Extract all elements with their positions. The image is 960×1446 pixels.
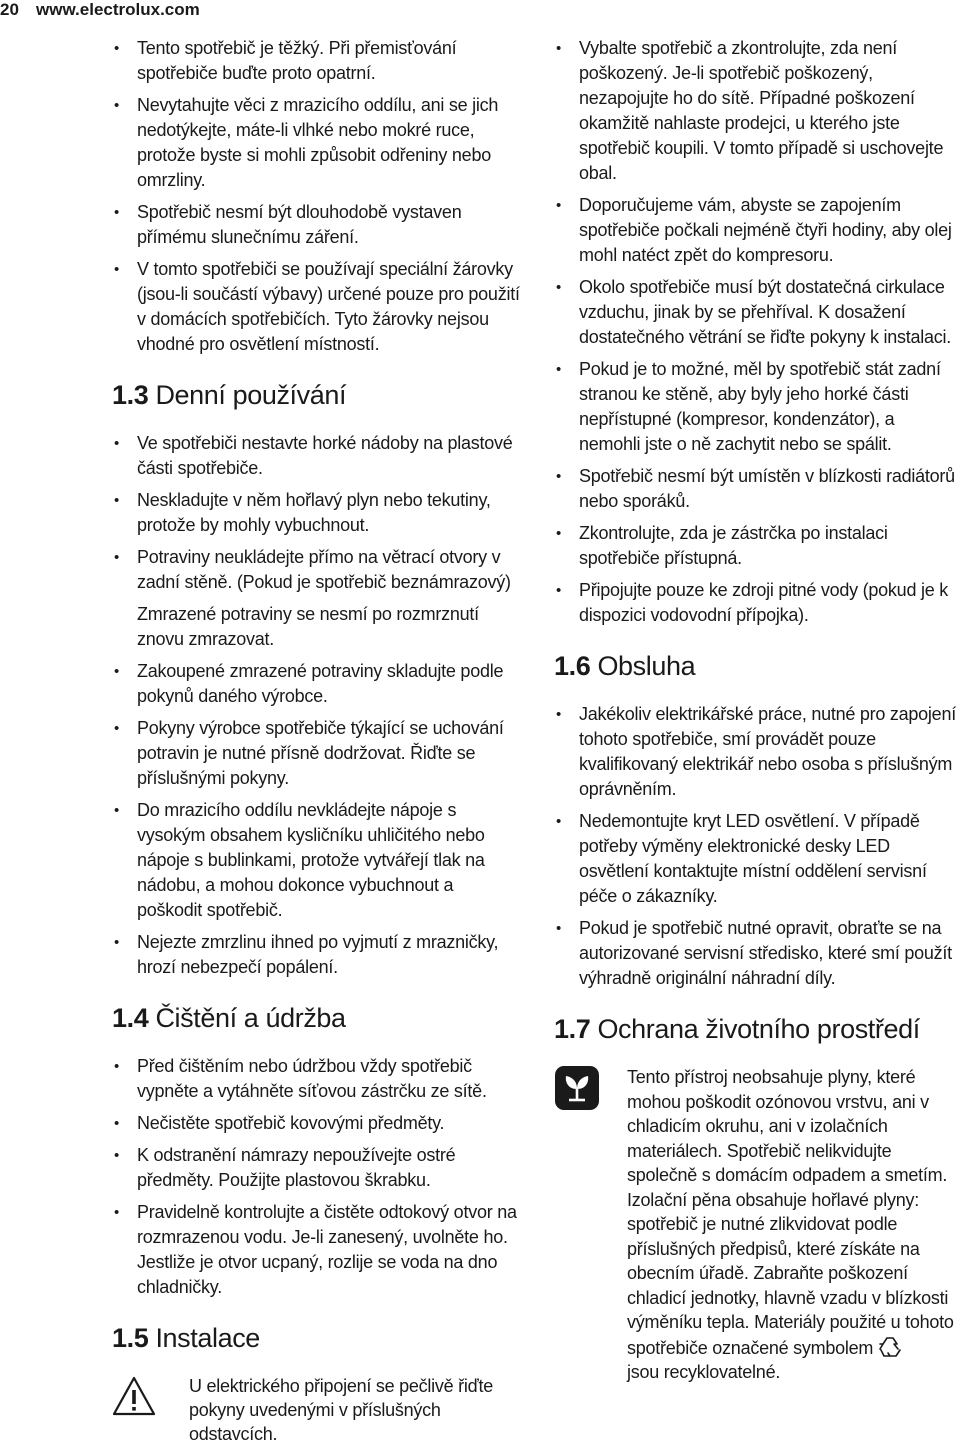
list-item: • Připojujte pouze ke zdroji pitné vody (pokud je k dispozici vodovodní přípojka). xyxy=(554,578,956,628)
list-item: • Doporučujeme vám, abyste se zapojením spotřebiče počkali nejméně čtyři hodiny, aby olej mohl natéct zpět do kompresoru. xyxy=(554,193,956,268)
section-heading-1-6 xyxy=(554,650,956,682)
recycle-icon xyxy=(877,1335,903,1359)
section-title: Ochrana životního prostředí xyxy=(597,1014,920,1044)
list-item: • Nedemontujte kryt LED osvětlení. V případě potřeby výměny elektronické desky LED osvětlení kontaktujte místní oddělení servisní péče o zákazníky. xyxy=(554,809,956,909)
section-number: 1.4 xyxy=(112,1003,149,1033)
list-item: • Neskladujte v něm hořlavý plyn nebo tekutiny, protože by mohly vybuchnout. xyxy=(112,488,522,538)
list-item: • Vybalte spotřebič a zkontrolujte, zda není poškozený. Je-li spotřebič poškozený, nezapojujte ho do sítě. Případné poškození okamžitě nahlaste prodejci, u kterého jste spotřebič koupili. V tomto případě si uschovejte obal. xyxy=(554,36,956,186)
section-number: 1.7 xyxy=(554,1014,591,1044)
list-item: Zmrazené potraviny se nesmí po rozmrznutí znovu zmrazovat. xyxy=(137,604,479,649)
section-title: Čištění a údržba xyxy=(155,1003,346,1033)
section-title: Denní používání xyxy=(155,380,347,410)
list-item: • Zakoupené zmrazené potraviny skladujte podle pokynů daného výrobce. xyxy=(112,659,522,709)
section-heading-1-7 xyxy=(554,1013,956,1045)
intro-list xyxy=(112,36,522,357)
page-number: 20 xyxy=(0,0,19,19)
list-item: • K odstranění námrazy nepoužívejte ostré předměty. Použijte plastovou škrabku. xyxy=(112,1143,522,1193)
section-heading-1-4 xyxy=(112,1002,522,1034)
section-title: Instalace xyxy=(155,1323,260,1353)
section-heading-1-5 xyxy=(112,1322,522,1354)
warning-note xyxy=(112,1374,522,1446)
website-url: www.electrolux.com xyxy=(36,0,200,19)
warning-icon xyxy=(112,1376,156,1416)
environment-icon xyxy=(554,1065,600,1111)
list-item: • Před čištěním nebo údržbou vždy spotřebič vypněte a vytáhněte síťovou zástrčku ze sítě. xyxy=(112,1054,522,1104)
cleaning-list xyxy=(112,1054,522,1300)
list-item: • Spotřebič nesmí být umístěn v blízkosti radiátorů nebo sporáků. xyxy=(554,464,956,514)
daily-use-list xyxy=(112,431,522,980)
list-item: • Okolo spotřebiče musí být dostatečná cirkulace vzduchu, jinak by se přehříval. K dosažení dostatečného větrání se řiďte pokyny k instalaci. xyxy=(554,275,956,350)
section-number: 1.6 xyxy=(554,651,591,681)
list-item: • Pravidelně kontrolujte a čistěte odtokový otvor na rozmrazenou vodu. Je-li zanesený, uvolněte ho. Jestliže je otvor ucpaný, rozlije se voda na dno chladničky. xyxy=(112,1200,522,1300)
list-item: • Pokud je to možné, měl by spotřebič stát zadní stranou ke stěně, aby byly jeho horké části nepřístupné (kompresor, kondenzátor), a nemohli jste o ně zachytit nebo se spálit. xyxy=(554,357,956,457)
operation-list xyxy=(554,702,956,991)
list-item: • Nejezte zmrzlinu ihned po vyjmutí z mrazničky, hrozí nebezpečí popálení. xyxy=(112,930,522,980)
section-number: 1.3 xyxy=(112,380,149,410)
environment-text xyxy=(627,1065,956,1385)
list-item: • Pokyny výrobce spotřebiče týkající se uchování potravin je nutné přísně dodržovat. Řiďte se příslušnými pokyny. xyxy=(112,716,522,791)
environment-text-main: Tento přístroj neobsahuje plyny, které mohou poškodit ozónovou vrstvu, ani v chladicím okruhu, ani v izolačních materiálech. Spotřebič nelikvidujte společně s domácím odpadem a smetím. Izolační pěna obsahuje hořlavé plyny: spotřebič je nutné zlikvidovat podle příslušných předpisů, které získáte na obecním úřadě. Zabraňte poškození chladicí jednotky, hlavně vzadu v blízkosti výměníku tepla. Materiály použité u tohoto spotřebiče označené symbolem xyxy=(627,1067,954,1358)
warning-text: U elektrického připojení se pečlivě řiďte pokyny uvedenými v příslušných odstavcích. xyxy=(189,1376,493,1444)
list-item: • Tento spotřebič je těžký. Při přemisťování spotřebiče buďte proto opatrní. xyxy=(112,36,522,86)
right-column xyxy=(554,36,956,1385)
left-column xyxy=(112,36,522,1446)
section-heading-1-3 xyxy=(112,379,522,411)
list-item: • Nečistěte spotřebič kovovými předměty. xyxy=(112,1111,522,1136)
installation-list xyxy=(554,36,956,628)
environment-note xyxy=(554,1065,956,1385)
list-item: • Zkontrolujte, zda je zástrčka po instalaci spotřebiče přístupná. xyxy=(554,521,956,571)
list-item: • V tomto spotřebiči se používají speciální žárovky (jsou-li součástí výbavy) určené pouze pro použití v domácích spotřebičích. Tyto žárovky nejsou vhodné pro osvětlení místností. xyxy=(112,257,522,357)
list-item: • Spotřebič nesmí být dlouhodobě vystaven přímému slunečnímu záření. xyxy=(112,200,522,250)
environment-text-end: jsou recyklovatelné. xyxy=(627,1362,781,1382)
list-item: • Jakékoliv elektrikářské práce, nutné pro zapojení tohoto spotřebiče, smí provádět pouze kvalifikovaný elektrikář nebo osoba s příslušným oprávněním. xyxy=(554,702,956,802)
list-item: • Pokud je spotřebič nutné opravit, obraťte se na autorizované servisní středisko, které smí použít výhradně originální náhradní díly. xyxy=(554,916,956,991)
list-item: • Nevytahujte věci z mrazicího oddílu, ani se jich nedotýkejte, máte-li vlhké nebo mokré ruce, protože byste si mohli způsobit odřeniny nebo omrzliny. xyxy=(112,93,522,193)
section-title: Obsluha xyxy=(597,651,696,681)
list-item: • Potraviny neukládejte přímo na větrací otvory v zadní stěně. (Pokud je spotřebič beznámrazový) xyxy=(112,545,522,595)
section-number: 1.5 xyxy=(112,1323,149,1353)
list-item: • Do mrazicího oddílu nevkládejte nápoje s vysokým obsahem kysličníku uhličitého nebo nápoje s bublinkami, protože vytvářejí tlak na nádobu, a mohou dokonce vybuchnout a poškodit spotřebič. xyxy=(112,798,522,923)
list-item: • Ve spotřebiči nestavte horké nádoby na plastové části spotřebiče. xyxy=(112,431,522,481)
